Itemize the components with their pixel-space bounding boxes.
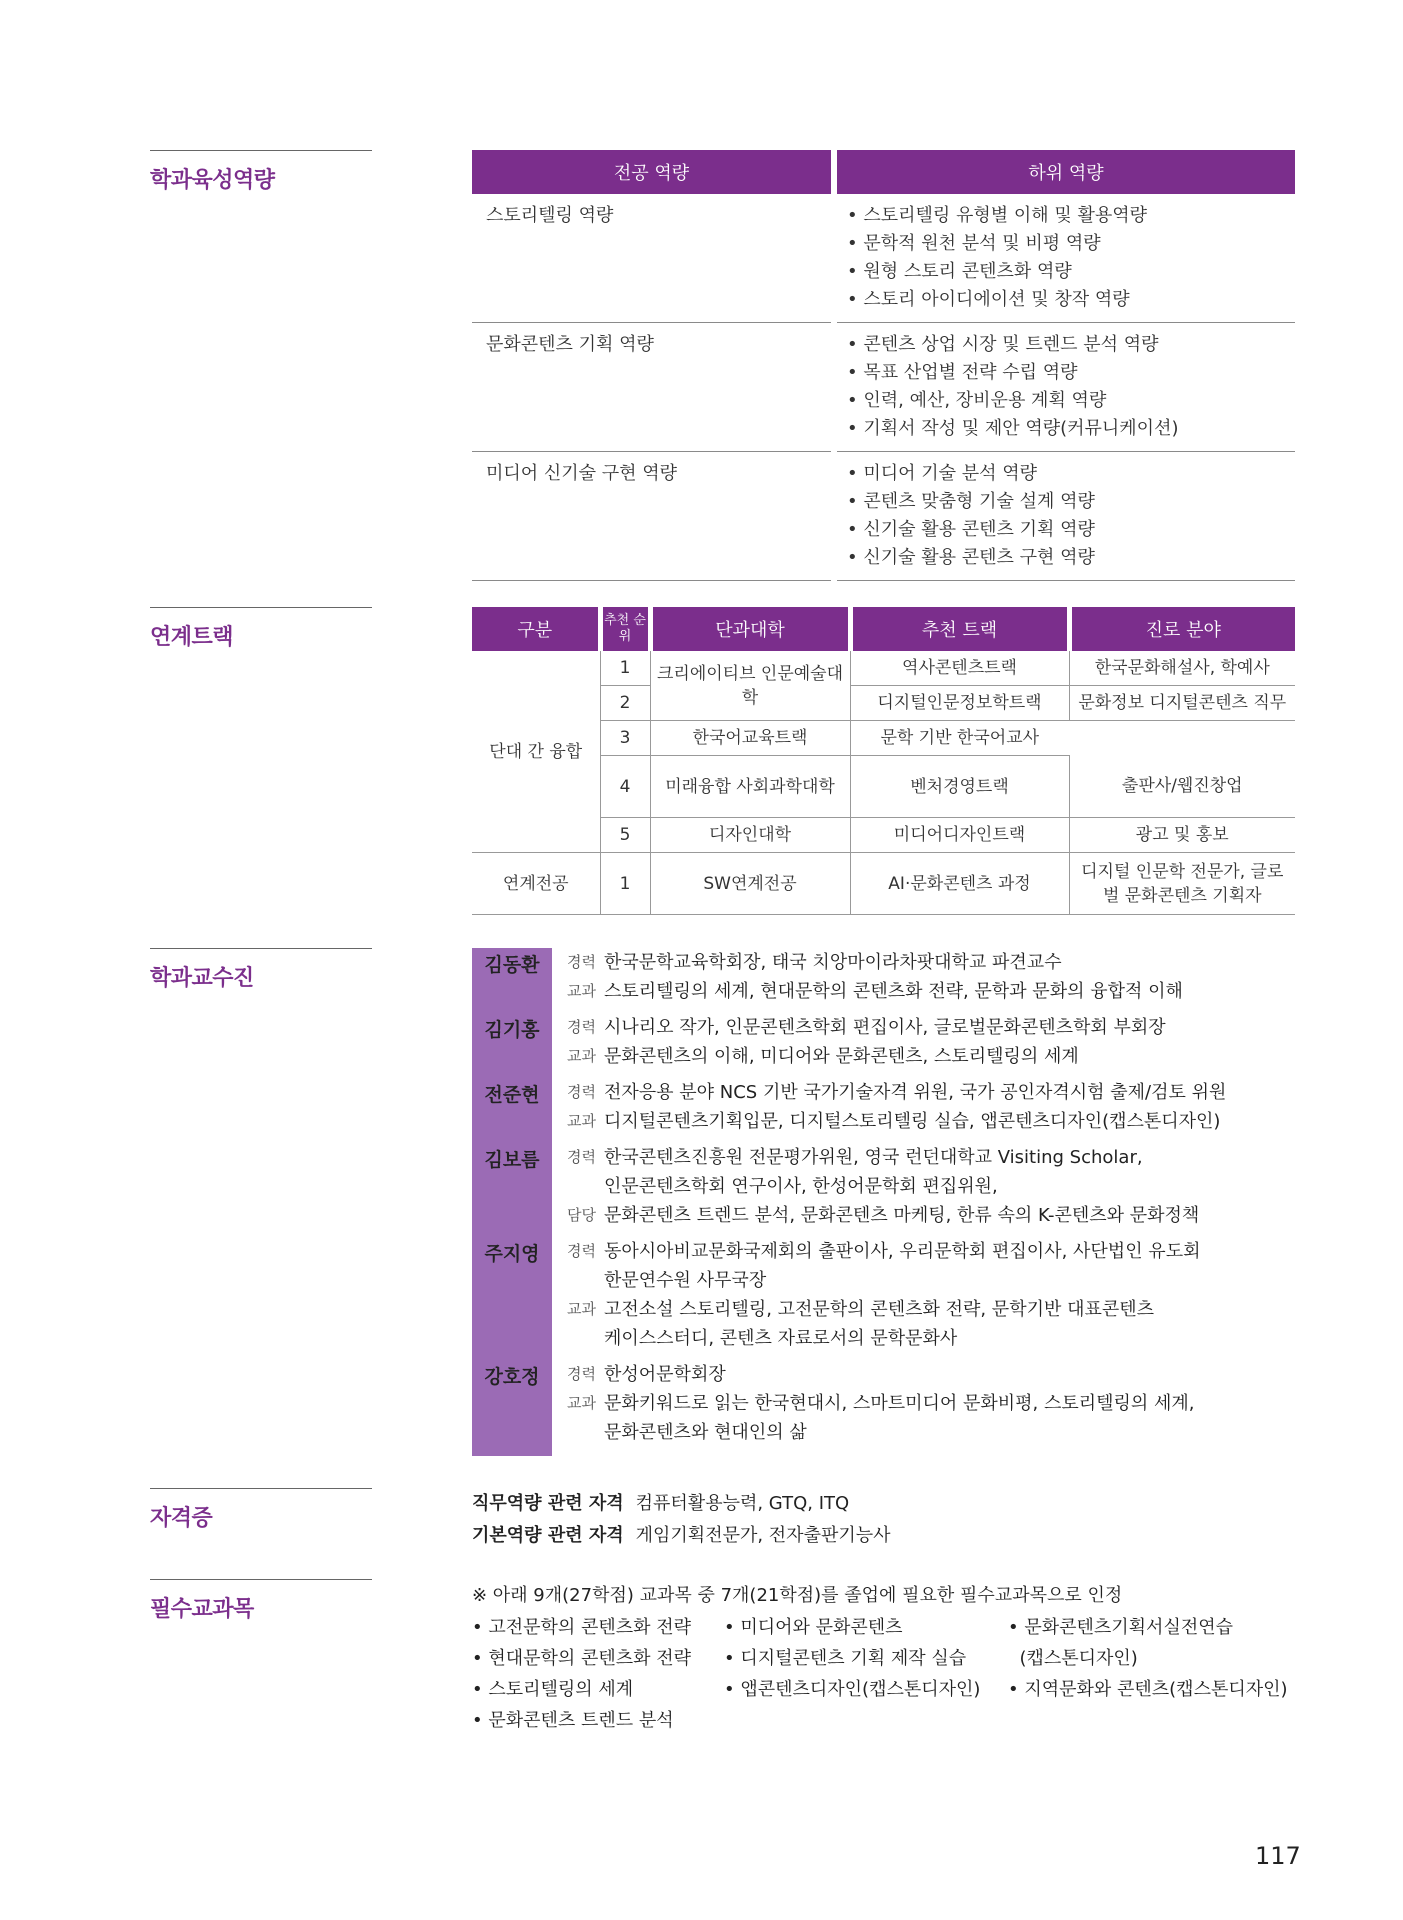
major-competency: 스토리텔링 역량 — [472, 194, 834, 323]
major-competency: 문화콘텐츠 기획 역량 — [472, 323, 834, 452]
section-certificates — [150, 1488, 372, 1532]
rank-cell: 2 — [600, 686, 650, 721]
course-item: • 문화콘텐츠 트렌드 분석 — [472, 1710, 674, 1731]
row-key: 교과 — [567, 1394, 596, 1412]
section-required — [150, 1579, 372, 1623]
table-row — [472, 323, 1295, 452]
list-item: • 기획서 작성 및 제안 역량(커뮤니케이션) — [847, 415, 1281, 443]
rank-cell: 5 — [600, 818, 650, 853]
course-item: • 스토리텔링의 세계 — [472, 1679, 634, 1700]
section-title: 자격증 — [150, 1506, 213, 1531]
group-cell: 연계전공 — [472, 853, 600, 915]
rank-cell: 3 — [600, 721, 650, 756]
row-key: 경력 — [567, 1242, 596, 1260]
table-row — [472, 651, 1295, 686]
header-track: 추천 트랙 — [850, 607, 1069, 651]
certificates — [472, 1488, 891, 1552]
header-category: 구분 — [472, 607, 600, 651]
course-item: • 현대문학의 콘텐츠화 전략 — [472, 1648, 692, 1669]
row-value: 스토리텔링의 세계, 현대문학의 콘텐츠화 전략, 문학과 문화의 융합적 이해 — [604, 981, 1183, 1002]
row-key: 교과 — [567, 1300, 596, 1318]
section-track — [150, 607, 372, 651]
row-value: 동아시아비교문화국제회의 출판이사, 우리문학회 편집이사, 사단법인 유도회 한문연수원 사무국장 — [604, 1241, 1201, 1291]
course-item: • 미디어와 문화콘텐츠 — [724, 1617, 903, 1638]
row-value: 디지털콘텐츠기획입문, 디지털스토리텔링 실습, 앱콘텐츠디자인(캡스톤디자인) — [604, 1111, 1221, 1132]
cert-row — [472, 1488, 891, 1520]
rank-cell: 1 — [600, 651, 650, 686]
row-key: 경력 — [567, 1018, 596, 1036]
career-cell: 문화정보 디지털콘텐츠 직무 — [1069, 686, 1295, 721]
cert-label: 기본역량 관련 자격 — [472, 1525, 624, 1546]
course-item: • 문화콘텐츠기획서실전연습 — [1008, 1617, 1233, 1638]
list-item: • 목표 산업별 전략 수립 역량 — [847, 359, 1281, 387]
section-faculty — [150, 948, 372, 992]
sub-competencies — [834, 194, 1295, 323]
table-row — [472, 853, 1295, 915]
professor-name: 전준현 — [484, 1084, 540, 1106]
list-item: • 미디어 기술 분석 역량 — [847, 460, 1281, 488]
college-cell: 크리에이티브 인문예술대학 — [650, 651, 850, 721]
section-title: 필수교과목 — [150, 1597, 254, 1622]
professor-name: 김기홍 — [484, 1019, 540, 1041]
list-item: • 신기술 활용 콘텐츠 구현 역량 — [847, 544, 1281, 572]
row-value: 전자응용 분야 NCS 기반 국가기술자격 위원, 국가 공인자격시험 출제/검토 위원 — [604, 1082, 1227, 1103]
cert-value: 컴퓨터활용능력, GTQ, ITQ — [635, 1493, 850, 1514]
professor — [472, 1360, 1302, 1447]
track-table — [472, 607, 1295, 915]
row-value: 한국콘텐츠진흥원 전문평가위원, 영국 런던대학교 Visiting Scholar, 인문콘텐츠학회 연구이사, 한성어문학회 편집위원, — [604, 1147, 1143, 1197]
rank-cell: 1 — [600, 853, 650, 915]
list-item: • 인력, 예산, 장비운용 계획 역량 — [847, 387, 1281, 415]
track-cell: AI·문화콘텐츠 과정 — [850, 853, 1069, 915]
track-cell: 디지털인문정보학트랙 — [850, 686, 1069, 721]
track-cell: 벤처경영트랙 — [850, 756, 1069, 818]
table-row — [472, 194, 1295, 323]
professor — [472, 1078, 1302, 1136]
cert-value: 게임기획전문가, 전자출판기능사 — [635, 1525, 891, 1546]
required-courses — [472, 1580, 1308, 1736]
section-title: 연계트랙 — [150, 625, 234, 650]
course-item — [724, 1705, 1008, 1736]
header-rank: 추천 순위 — [600, 607, 650, 651]
list-item: • 스토리텔링 유형별 이해 및 활용역량 — [847, 202, 1281, 230]
professor-name: 강호정 — [484, 1366, 540, 1388]
list-item: • 원형 스토리 콘텐츠화 역량 — [847, 258, 1281, 286]
row-key: 경력 — [567, 953, 596, 971]
major-competency: 미디어 신기술 구현 역량 — [472, 452, 834, 581]
header-career: 진로 분야 — [1069, 607, 1295, 651]
course-item: • 고전문학의 콘텐츠화 전략 — [472, 1617, 692, 1638]
list-item: • 콘텐츠 맞춤형 기술 설계 역량 — [847, 488, 1281, 516]
row-key: 경력 — [567, 1083, 596, 1101]
row-value: 문화콘텐츠 트렌드 분석, 문화콘텐츠 마케팅, 한류 속의 K-콘텐츠와 문화정책 — [604, 1205, 1200, 1226]
row-key: 교과 — [567, 1112, 596, 1130]
row-value: 한국문학교육학회장, 태국 치앙마이라차팟대학교 파견교수 — [604, 952, 1062, 973]
row-key: 경력 — [567, 1148, 596, 1166]
course-item: • 지역문화와 콘텐츠(캡스톤디자인) — [1008, 1679, 1288, 1700]
course-item: • 디지털콘텐츠 기획 제작 실습 — [724, 1648, 967, 1669]
professor — [472, 1143, 1302, 1230]
career-cell: 한국문화해설사, 학예사 — [1069, 651, 1295, 686]
track-cell: 미디어디자인트랙 — [850, 818, 1069, 853]
section-title: 학과교수진 — [150, 966, 254, 991]
required-note: ※ 아래 9개(27학점) 교과목 중 7개(21학점)를 졸업에 필요한 필수교과목으로 인정 — [472, 1585, 1123, 1606]
track-cell: 역사콘텐츠트랙 — [850, 651, 1069, 686]
list-item: • 스토리 아이디에이션 및 창작 역량 — [847, 286, 1281, 314]
cert-label: 직무역량 관련 자격 — [472, 1493, 624, 1514]
professor-name: 김보름 — [484, 1149, 540, 1171]
course-item: (캡스톤디자인) — [1008, 1648, 1138, 1669]
career-cell: 디지털 인문학 전문가, 글로벌 문화콘텐츠 기획자 — [1069, 853, 1295, 915]
college-cell: 디자인대학 — [650, 818, 850, 853]
professor-name: 김동환 — [484, 954, 540, 976]
section-competency — [150, 150, 372, 194]
college-cell: 미래융합 사회과학대학 — [650, 756, 850, 818]
career-cell: 광고 및 홍보 — [1069, 818, 1295, 853]
list-item: • 문학적 원천 분석 및 비평 역량 — [847, 230, 1281, 258]
career-cell: 문학 기반 한국어교사 — [850, 721, 1069, 756]
row-key: 담당 — [567, 1206, 596, 1224]
page-number: 117 — [1255, 1842, 1301, 1870]
faculty-list — [472, 948, 1302, 1447]
course-grid — [472, 1612, 1308, 1736]
row-value: 시나리오 작가, 인문콘텐츠학회 편집이사, 글로벌문화콘텐츠학회 부회장 — [604, 1017, 1166, 1038]
cert-row — [472, 1520, 891, 1552]
header-sub: 하위 역량 — [834, 150, 1295, 194]
college-cell: SW연계전공 — [650, 853, 850, 915]
row-value: 고전소설 스토리텔링, 고전문학의 콘텐츠화 전략, 문학기반 대표콘텐츠 케이스스터디, 콘텐츠 자료로서의 문학문화사 — [604, 1299, 1155, 1349]
course-item — [1008, 1705, 1308, 1736]
professor — [472, 1013, 1302, 1071]
sub-competencies — [834, 323, 1295, 452]
row-key: 교과 — [567, 982, 596, 1000]
row-key: 교과 — [567, 1047, 596, 1065]
career-cell: 출판사/웹진창업 — [1069, 756, 1295, 818]
competency-table — [472, 150, 1295, 581]
course-item: • 앱콘텐츠디자인(캡스톤디자인) — [724, 1679, 981, 1700]
professor — [472, 1237, 1302, 1353]
group-cell: 단대 간 융합 — [472, 651, 600, 853]
professor — [472, 948, 1302, 1006]
header-major: 전공 역량 — [472, 150, 834, 194]
row-key: 경력 — [567, 1365, 596, 1383]
header-college: 단과대학 — [650, 607, 850, 651]
professor-name: 주지영 — [484, 1243, 540, 1265]
row-value: 한성어문학회장 — [604, 1364, 726, 1385]
list-item: • 콘텐츠 상업 시장 및 트렌드 분석 역량 — [847, 331, 1281, 359]
track-cell: 한국어교육트랙 — [650, 721, 850, 756]
table-row — [472, 452, 1295, 581]
list-item: • 신기술 활용 콘텐츠 기획 역량 — [847, 516, 1281, 544]
section-title: 학과육성역량 — [150, 168, 275, 193]
row-value: 문화키워드로 읽는 한국현대시, 스마트미디어 문화비평, 스토리텔링의 세계, 문화콘텐츠와 현대인의 삶 — [604, 1393, 1195, 1443]
rank-cell: 4 — [600, 756, 650, 818]
sub-competencies — [834, 452, 1295, 581]
row-value: 문화콘텐츠의 이해, 미디어와 문화콘텐츠, 스토리텔링의 세계 — [604, 1046, 1079, 1067]
